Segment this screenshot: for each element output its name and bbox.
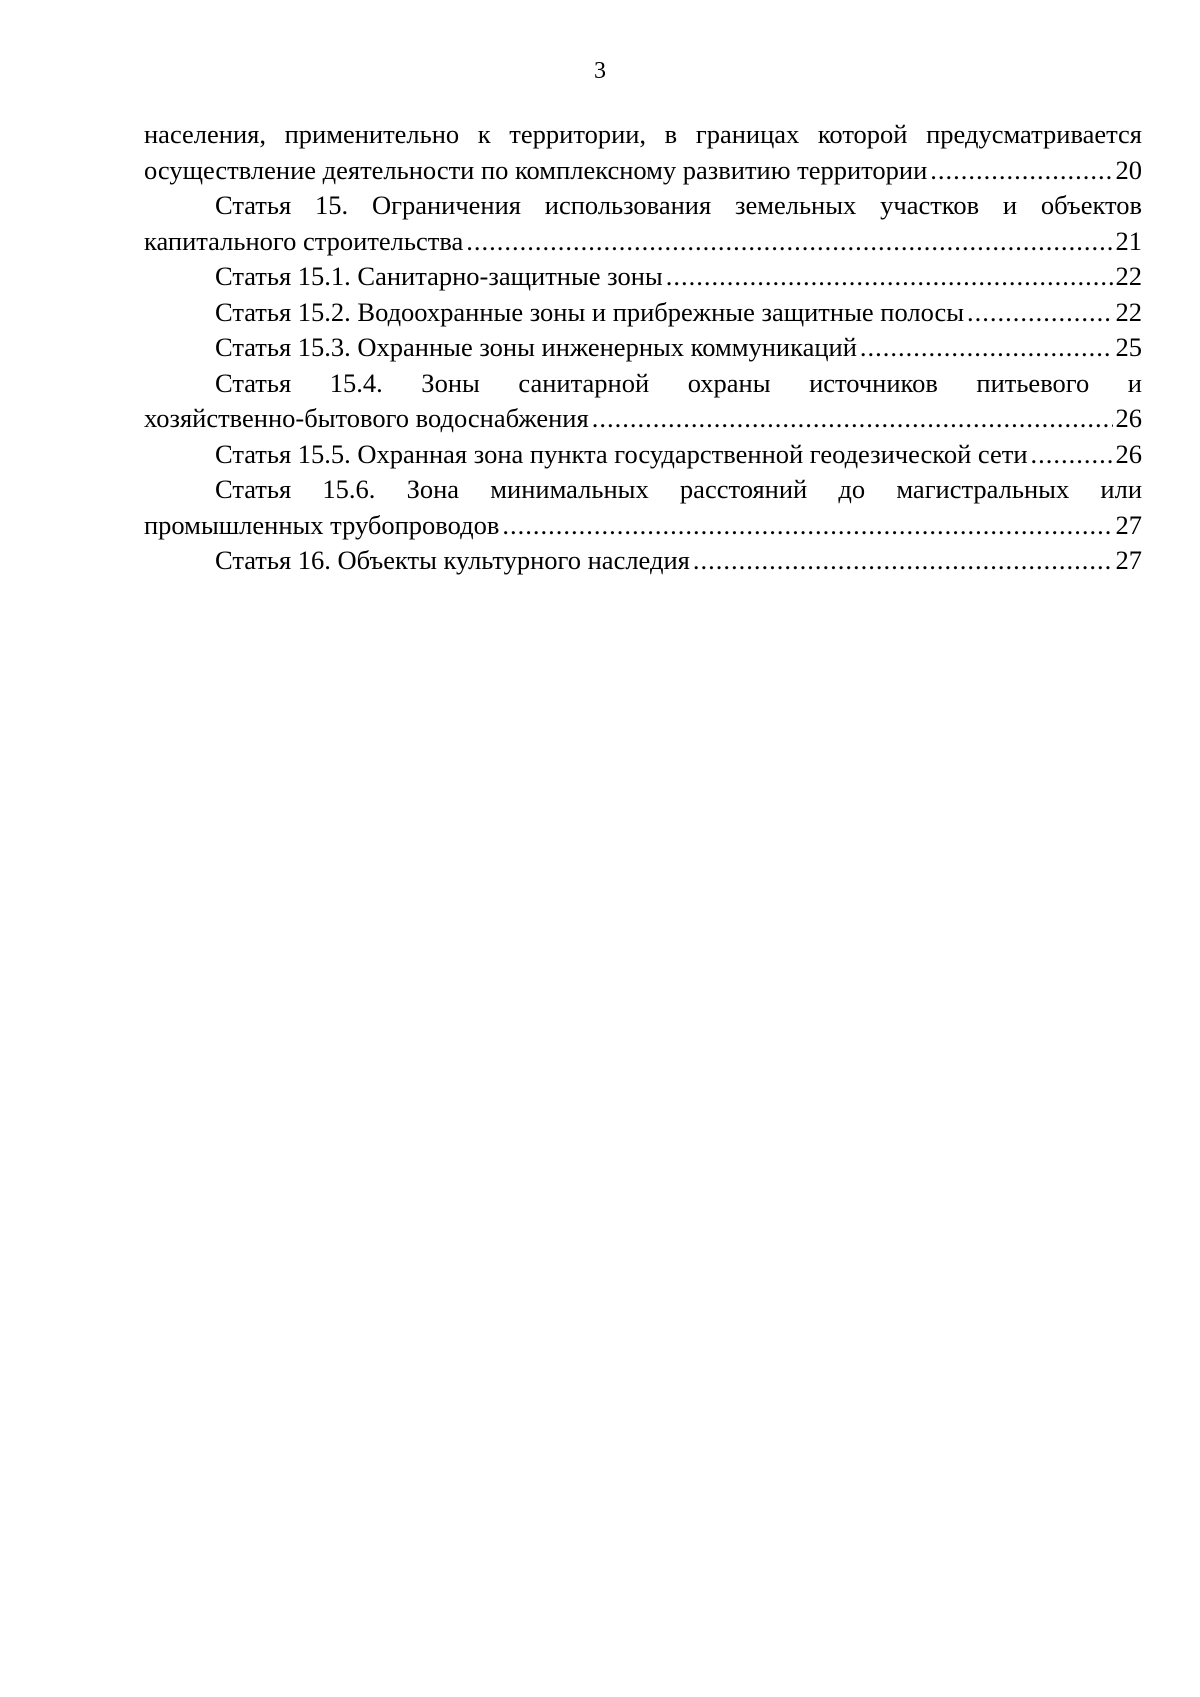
toc-page-number: 27 — [1115, 545, 1142, 575]
toc-entry-text-line: Статья 15. Ограничения использования земельных участков и объектов — [215, 190, 1142, 220]
toc-entry-last-line — [144, 295, 1142, 331]
toc-entry-article-15[interactable] — [144, 188, 1142, 259]
toc-entry-article-15-1[interactable] — [144, 259, 1142, 295]
toc-entry-article-15-4[interactable] — [144, 366, 1142, 437]
toc-entry-text-line: промышленных трубопроводов — [144, 509, 500, 540]
dot-leader — [592, 401, 1113, 437]
table-of-contents — [144, 117, 1142, 579]
toc-page-number: 20 — [1115, 154, 1142, 185]
toc-entry-text-line: Статья 15.3. Охранные зоны инженерных коммуникаций — [215, 332, 857, 362]
dot-leader — [693, 543, 1113, 579]
toc-entry-last-line — [144, 437, 1142, 473]
toc-entry-article-15-6[interactable] — [144, 472, 1142, 543]
toc-entry-last-line — [144, 543, 1142, 579]
toc-entry-text-line: населения, применительно к территории, в границах которой предусматривается — [144, 119, 1142, 149]
toc-entry-text-line: Статья 15.5. Охранная зона пункта государственной геодезической сети — [215, 438, 1028, 469]
toc-entry-text-line: Статья 15.1. Санитарно-защитные зоны — [215, 261, 663, 291]
toc-entry-last-line — [144, 401, 1142, 437]
toc-entry-last-line — [144, 259, 1142, 295]
toc-page-number: 26 — [1115, 438, 1142, 469]
toc-entry-last-line — [144, 330, 1142, 366]
toc-page-number: 21 — [1115, 225, 1142, 256]
dot-leader — [860, 330, 1113, 366]
toc-entry-article-15-5[interactable] — [144, 437, 1142, 473]
toc-entry-last-line — [144, 224, 1142, 260]
dot-leader — [666, 259, 1113, 295]
dot-leader — [466, 224, 1112, 260]
dot-leader — [1031, 437, 1113, 473]
toc-entry-text-line: Статья 15.4. Зоны санитарной охраны источников питьевого и — [215, 367, 1142, 398]
toc-entry-text-line: осуществление деятельности по комплексному развитию территории — [144, 154, 928, 185]
toc-page-number: 27 — [1115, 509, 1142, 540]
page-number: 3 — [594, 58, 606, 84]
dot-leader — [930, 153, 1112, 189]
dot-leader — [967, 295, 1112, 331]
dot-leader — [502, 508, 1112, 544]
toc-entry-article-16[interactable] — [144, 543, 1142, 579]
toc-entry-text-line: хозяйственно-бытового водоснабжения — [144, 403, 589, 433]
toc-page-number: 25 — [1115, 332, 1142, 362]
toc-page-number: 22 — [1115, 261, 1142, 291]
toc-entry-text-line: Статья 15.6. Зона минимальных расстояний до магистральных или — [215, 474, 1142, 504]
toc-page-number: 26 — [1115, 403, 1142, 433]
toc-page-number: 22 — [1115, 296, 1142, 327]
toc-entry-kompleksnoe-razvitie[interactable] — [144, 117, 1142, 188]
toc-entry-last-line — [144, 153, 1142, 189]
toc-entry-article-15-3[interactable] — [144, 330, 1142, 366]
toc-entry-last-line — [144, 508, 1142, 544]
toc-entry-article-15-2[interactable] — [144, 295, 1142, 331]
toc-entry-text-line: Статья 15.2. Водоохранные зоны и прибрежные защитные полосы — [215, 296, 965, 327]
toc-entry-text-line: капитального строительства — [144, 225, 464, 256]
toc-entry-text-line: Статья 16. Объекты культурного наследия — [215, 545, 690, 575]
